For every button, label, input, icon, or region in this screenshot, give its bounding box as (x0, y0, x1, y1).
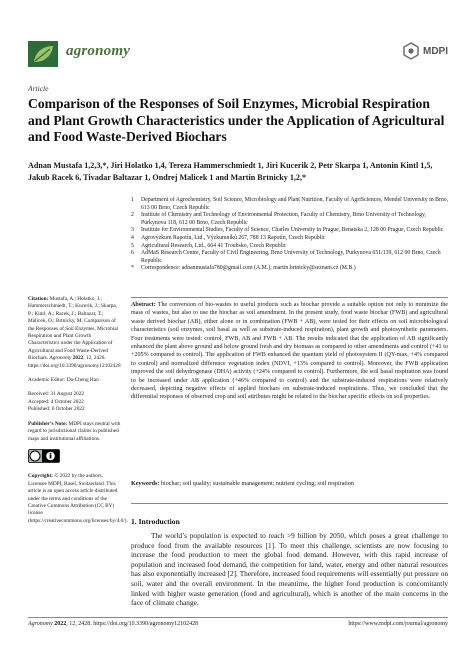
article-type: Article (28, 84, 49, 93)
footer-journal-url[interactable]: https://www.mdpi.com/journal/agronomy (348, 621, 448, 627)
publisher-name: MDPI (423, 45, 448, 57)
published-date: Published: 6 October 2022 (28, 406, 85, 413)
correspondence: * Correspondence: adnanmustafa780@gmail.com (A.M.); martin.brtnicky@seznam.cz (M.B.) (131, 265, 356, 272)
journal-name: agronomy (66, 43, 131, 59)
article-info-sidebar (28, 296, 128, 525)
agronomy-leaf-icon (28, 41, 58, 67)
affiliation-item: 6 AdMaS Research Centre, Faculty of Civil Engineering, Brno University of Technology, Purkynova 651/139, 612 00 Brno, Czech Republic (131, 250, 441, 264)
cc-by-icon[interactable] (28, 449, 60, 463)
affiliation-item: 3 Institute for Environmental Studies, Faculty of Science, Charles University in Prague, Benatska 2, 128 00 Prague, Czech Republic (131, 227, 444, 234)
keywords-bottom-rule (131, 503, 448, 504)
affiliation-item: 4 Agrovýzkum Rapotín, Ltd., Výzkumníků 267, 788 13 Rapotín, Czech Republic (131, 234, 326, 241)
publisher-note: Publisher’s Note: MDPI stays neutral with regard to jurisdictional claims in published maps and institutional affiliations. (28, 420, 121, 442)
abstract-text: The conversion of bio-wastes to useful products such as biochar provide a suitable option not only to minimize the mass of wastes, but also to use the biochar as soil amendment. In the present study, food waste biochar (FWB) and agricultural waste derived biochar (AB), either alone or in combination (FWB + AB), were tested for their effects on soil microbiological characteristics (soil enzymes, soil basal as well as substrate-induced respiration), plant growth and photosynthetic parameters. Four treatments were tested: control, FWB, AB and FWB + AB. The results indicated that the application of AB significantly enhanced the plant above ground and below ground fresh and dry biomass as compared to other amendments and control (+41 to +205% compared to control). The application of FWB enhanced the quantum yield of photosystem II (QY-max, +4% compared to control) and normalized difference vegetation index (NDVI, +13% compared to control). Moreover, the FWB application improved the soil dehydrogenase (DHA) activity (+24% compared to control). Furthermore, the soil basal respiration was found to be increased under AB application (+46% compared to control) and the substrate-induced respirations were relatively decreased, depicting negative effects of applied biochars on substrate-induced respirations. Thus, we concluded that the differential responses of observed crop and soil attributes might be related to the biochar specific effects on soil properties. (131, 302, 448, 401)
footer-rule (28, 617, 448, 618)
citation-doi-link[interactable]: , 12, 2428. https://doi.org/10.3390/agronomy12102428 (28, 355, 121, 369)
abstract (131, 301, 448, 402)
abstract-label: Abstract: (131, 302, 156, 308)
keywords-text: biochar; soil quality; sustainable management; nutrient cycling; soil respiration (160, 481, 354, 487)
affiliation-item: 1 Department of Agrochemistry, Soil Science, Microbiology and Plant Nutrition, Faculty of AgriSciences, Mendel University in Brno, 613 00 Brno, Czech Republic (131, 197, 449, 211)
copyright: Copyright: © 2022 by the authors. Licensee MDPI, Basel, Switzerland. This article is an open access article distributed under the terms and conditions of the Creative Commons Attribution (CC BY) license (https://creativecommons.org/licenses/by/4.0/). (28, 473, 128, 524)
journal-header (28, 38, 448, 74)
publisher-logo (402, 42, 448, 60)
affiliation-item: 5 Agricultural Research, Ltd., 664 41 Troubsko, Czech Republic (131, 242, 287, 249)
article-title: Comparison of the Responses of Soil Enzymes, Microbial Respiration and Plant Growth Characteristics under the Application of Agricultural and Food Waste-Derived Biochars (28, 96, 445, 145)
keywords (131, 480, 448, 488)
introduction-text: The world’s population is expected to reach >9 billion by 2050, which poses a great challenge to produce food from the available resources [1]. To meet this challenge, scientists are now focusing to increase the food production to meet the global food demand. However, with this rapid increase of population and increased food demand, the competition for land, water, energy and other natural resources has also exponentially increased [2]. Therefore, increased food requirements will essentially put pressure on soil, water and the overall environment. In the meantime, the higher food production is concomitantly linked with higher waste generation (food and agricultural), which is another of the main concerns in the face of climate change. (131, 531, 448, 608)
affiliation-item: 2 Institute of Chemistry and Technology of Environmental Protection, Faculty of Chemistry, Brno University of Technology, Purkynova 118, 612 00 Brno, Czech Republic (131, 212, 426, 226)
received-date: Received: 31 August 2022 (28, 391, 85, 398)
footer-citation: Agronomy 2022, 12, 2428. https://doi.org/10.3390/agronomy12102428 (28, 621, 199, 627)
accepted-date: Accepted: 4 October 2022 (28, 398, 84, 405)
academic-editor: Academic Editor: Da-Cheng Hao (28, 377, 99, 384)
abstract-top-rule (131, 297, 448, 298)
keywords-label: Keywords: (131, 481, 160, 487)
author-list: Adnan Mustafa 1,2,3,*, Jiri Holatko 1,4, Tereza Hammerschmiedt 1, Jiri Kucerik 2, Petr Skarpa 1, Antonin Kintl 1,5, Jakub Racek 6, Tivadar Baltazar 1, Ondrej Malicek 1 and Martin Brtnicky 1,2,* (28, 161, 433, 182)
section-heading: 1. Introduction (131, 517, 180, 526)
affiliation-list (131, 197, 451, 273)
citation: Citation: Mustafa, A.; Holatko, J.; Hammerschmiedt, T.; Kucerik, J.; Skarpa, P.; Kintl, A.; Racek, J.; Baltazar, T.; Malicek, O.; Brtnicky, M. Comparison of the Responses of Soil Enzymes, Microbial Respiration and Plant Growth Characteristics under the Application of Agricultural and Food Waste-Derived Biochars. Agronomy 2022, 12, 2428. https://doi.org/10.3390/agronomy12102428 (28, 296, 121, 369)
mdpi-hexagon-icon (402, 42, 420, 60)
